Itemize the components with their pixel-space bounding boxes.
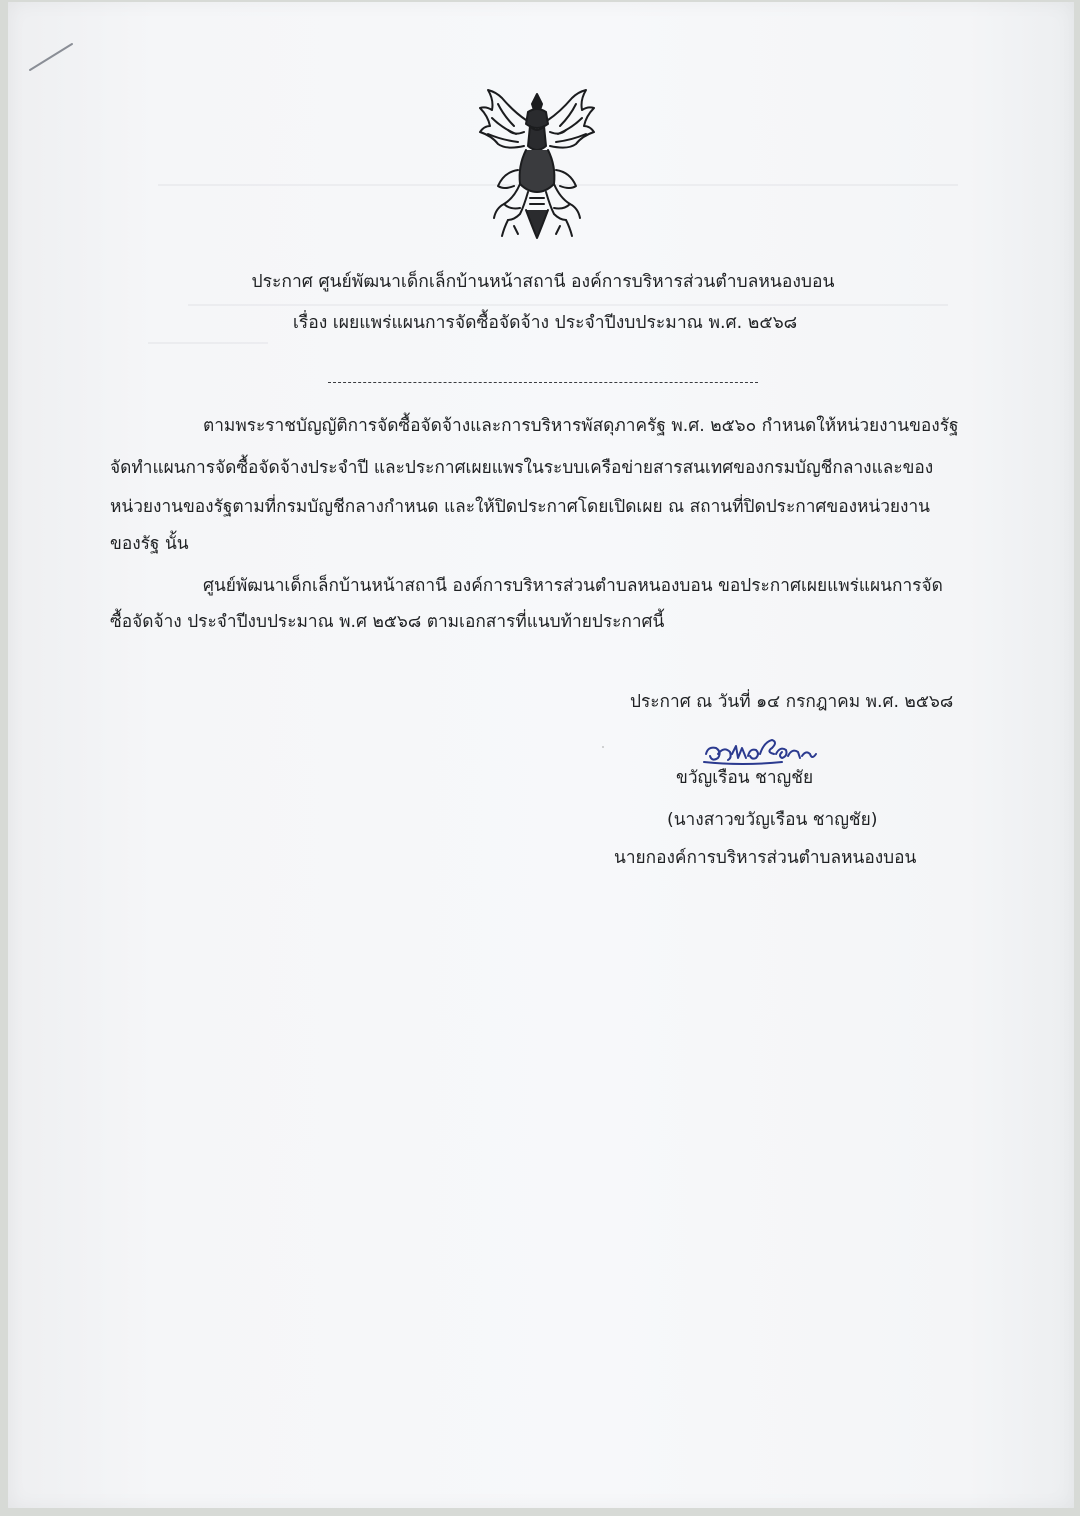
announcement-subject: เรื่อง เผยแพร่แผนการจัดซื้อจัดจ้าง ประจำปีงบประมาณ พ.ศ. ๒๕๖๘ [292,313,798,333]
show-through-line [148,342,268,344]
signer-position: นายกองค์การบริหารส่วนตำบลหนองบอน [614,848,917,868]
garuda-emblem-icon [474,86,600,246]
paragraph-line: หน่วยงานของรัฐตามที่กรมบัญชีกลางกำหนด และให้ปิดประกาศโดยเปิดเผย ณ สถานที่ปิดประกาศของหน่วยงาน [110,497,930,517]
show-through-line [188,304,948,306]
paragraph-line: ศูนย์พัฒนาเด็กเล็กบ้านหน้าสถานี องค์การบริหารส่วนตำบลหนองบอน ขอประกาศเผยแพร่แผนการจัด [203,576,943,596]
signer-name: ขวัญเรือน ชาญชัย [676,768,814,788]
dashed-separator [328,382,758,383]
paragraph-line: จัดทำแผนการจัดซื้อจัดจ้างประจำปี และประกาศเผยแพรในระบบเครือข่ายสารสนเทศของกรมบัญชีกลางและของ [110,458,934,478]
handwritten-signature [702,732,862,770]
paragraph-line: ของรัฐ นั้น [110,534,189,554]
paper-speck [602,746,604,748]
paragraph-line: ตามพระราชบัญญัติการจัดซื้อจัดจ้างและการบริหารพัสดุภาครัฐ พ.ศ. ๒๕๖๐ กำหนดให้หน่วยงานของรัฐ [203,416,959,436]
announcement-title: ประกาศ ศูนย์พัฒนาเด็กเล็กบ้านหน้าสถานี องค์การบริหารส่วนตำบลหนองบอน [251,272,835,292]
signer-full-name: (นางสาวขวัญเรือน ชาญชัย) [667,810,878,830]
pen-stroke-mark [26,40,76,74]
paragraph-line: ซื้อจัดจ้าง ประจำปีงบประมาณ พ.ศ ๒๕๖๘ ตามเอกสารที่แนบท้ายประกาศนี้ [110,612,665,632]
announcement-date: ประกาศ ณ วันที่ ๑๔ กรกฎาคม พ.ศ. ๒๕๖๘ [630,692,954,712]
